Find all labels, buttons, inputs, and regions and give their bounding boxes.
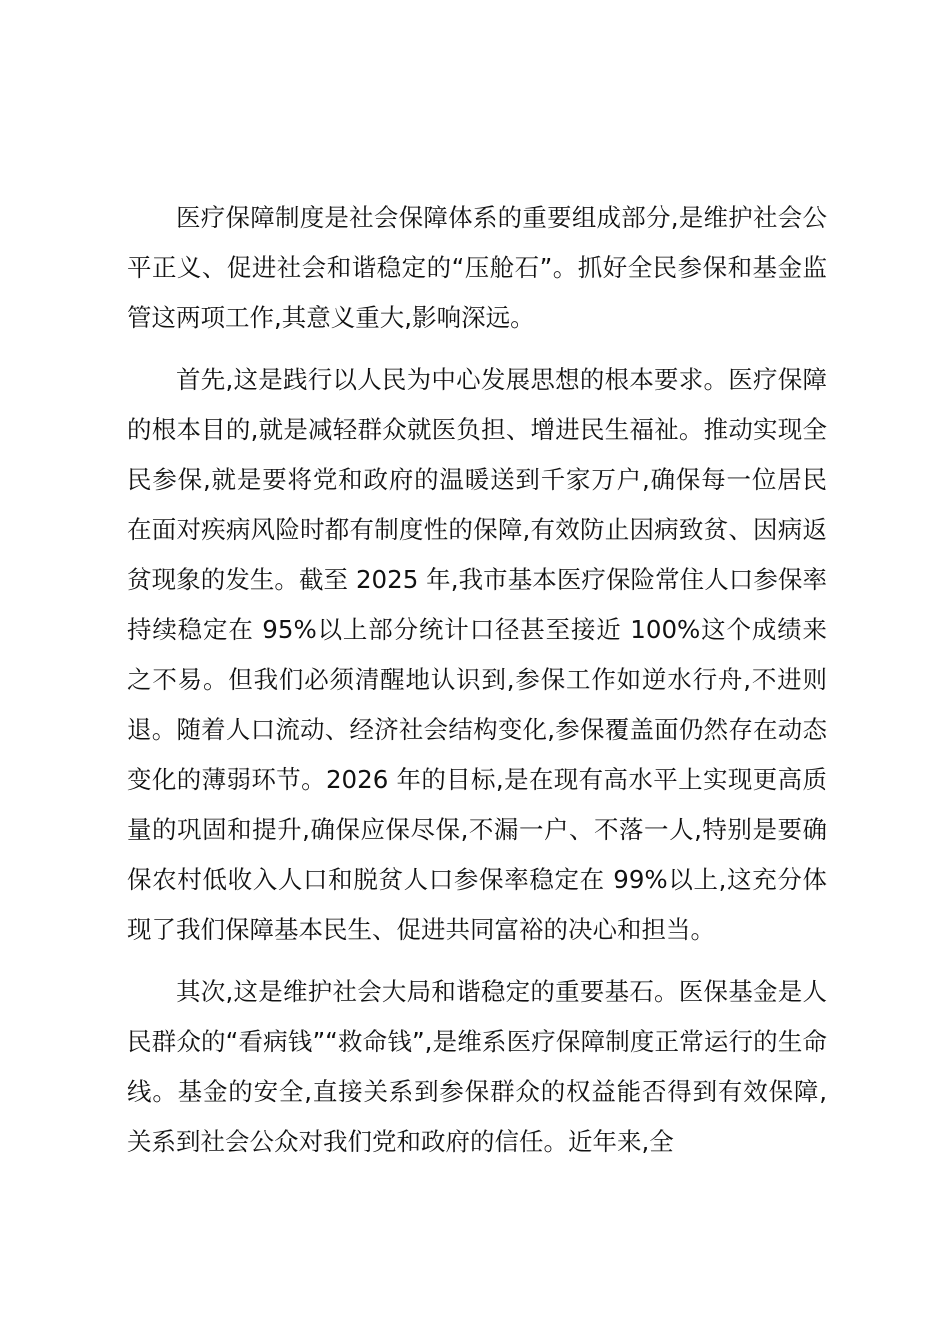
paragraph-second-point: 其次,这是维护社会大局和谐稳定的重要基石。医保基金是人民群众的“看病钱”“救命钱”,是维系医疗保障制度正常运行的生命线。基金的安全,直接关系到参保群众的权益能否得到有效保障,关系到社会公众对我们党和政府的信任。近年来,全 [127, 977, 827, 1156]
paragraph-first-point: 首先,这是践行以人民为中心发展思想的根本要求。医疗保障的根本目的,就是减轻群众就医负担、增进民生福祉。推动实现全民参保,就是要将党和政府的温暖送到千家万户,确保每一位居民在面对疾病风险时都有制度性的保障,有效防止因病致贫、因病返贫现象的发生。截至 2025 年,我市基本医疗保险常住人口参保率持续稳定在 95%以上部分统计口径甚至接近 100%这个成绩来之不易。但我们必须清醒地认识到,参保工作如逆水行舟,不进则退。随着人口流动、经济社会结构变化,参保覆盖面仍然存在动态变化的薄弱环节。2026 年的目标,是在现有高水平上实现更高质量的巩固和提升,确保应保尽保,不漏一户、不落一人,特别是要确保农村低收入人口和脱贫人口参保率稳定在 99%以上,这充分体现了我们保障基本民生、促进共同富裕的决心和担当。 [127, 365, 827, 944]
paragraph-intro: 医疗保障制度是社会保障体系的重要组成部分,是维护社会公平正义、促进社会和谐稳定的“压舱石”。抓好全民参保和基金监管这两项工作,其意义重大,影响深远。 [127, 203, 827, 332]
document-page [127, 193, 827, 1179]
